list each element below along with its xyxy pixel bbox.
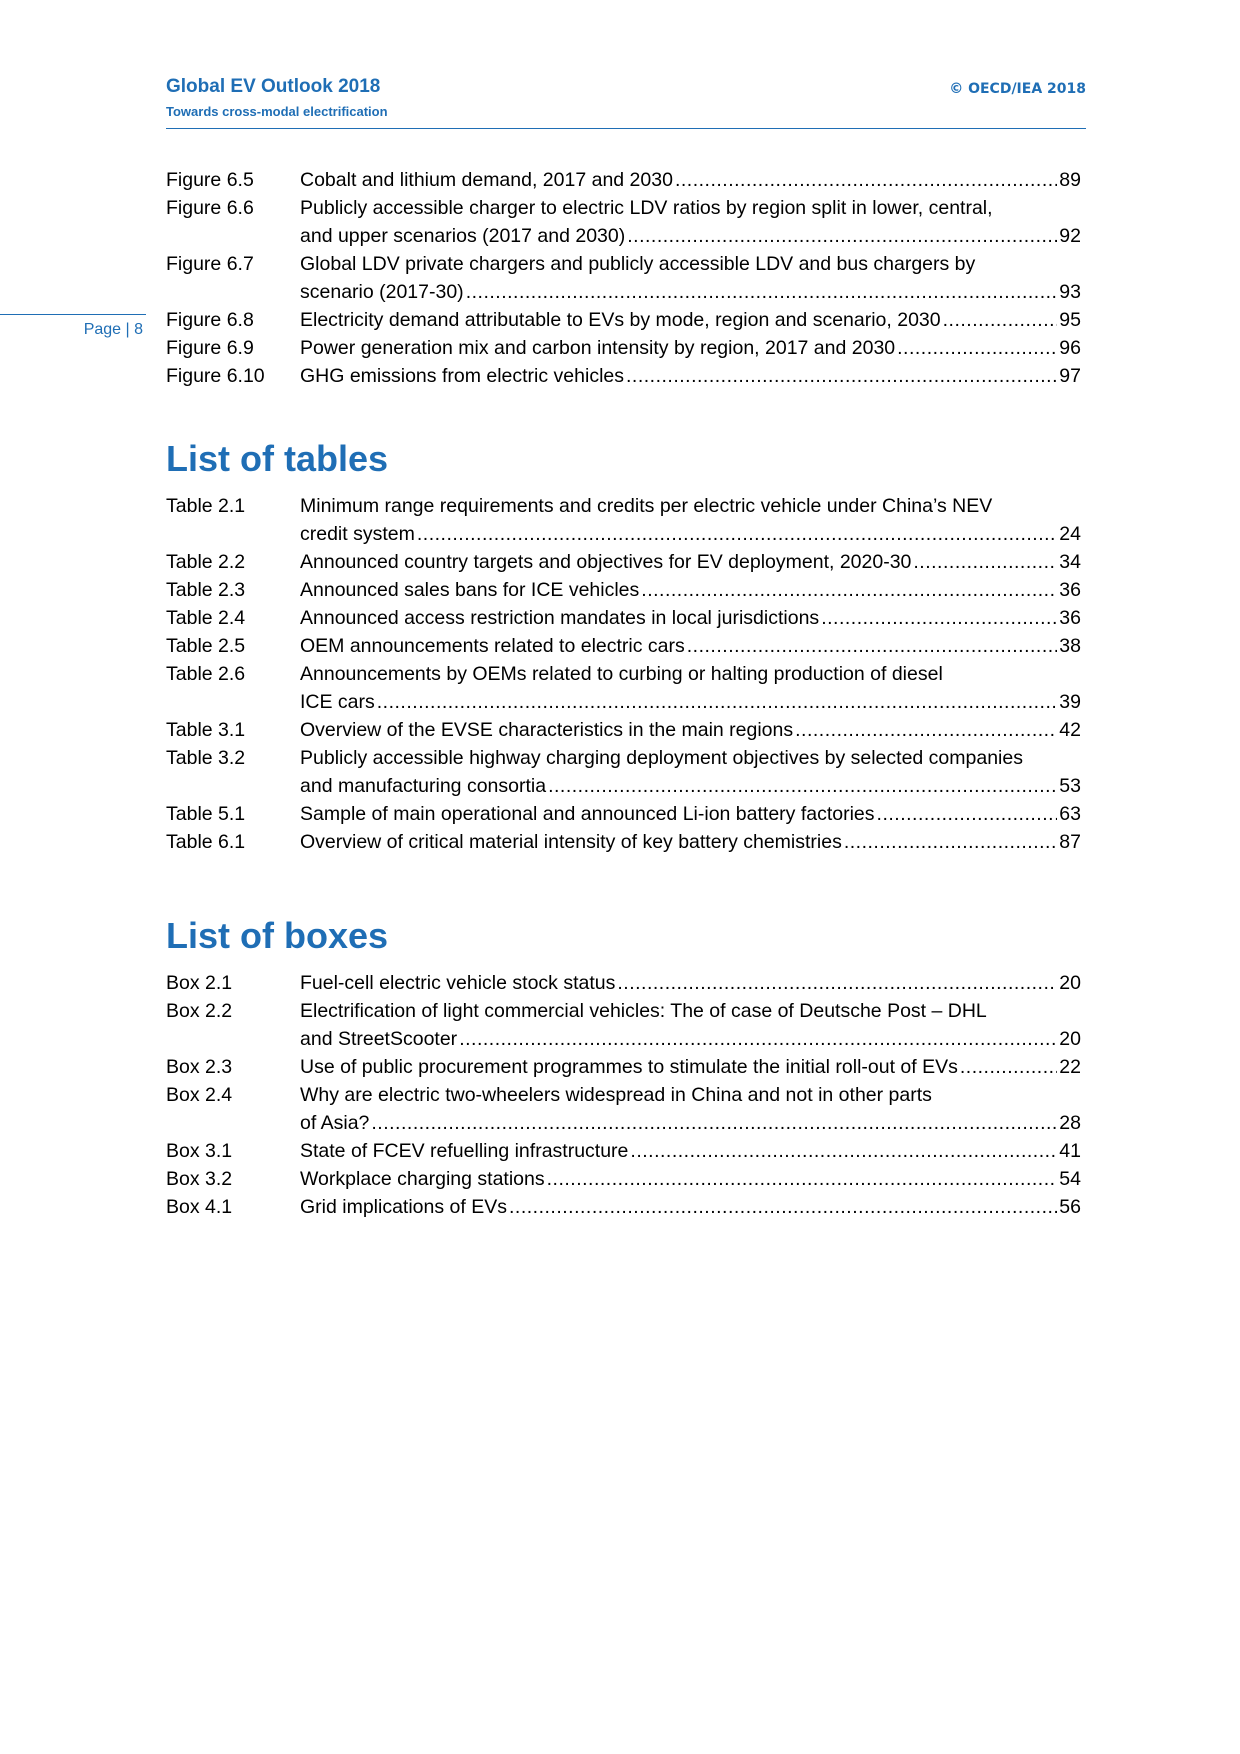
boxes-list-section [166, 914, 1081, 1221]
toc-entry-page-number: 20 [1059, 1028, 1081, 1050]
toc-entry-label: Table 2.2 [166, 551, 246, 573]
toc-entry-title-final-line [300, 716, 1081, 744]
figures-list [166, 166, 1081, 390]
toc-entry-body [300, 194, 1081, 250]
page-number-marker [0, 314, 146, 341]
toc-entry[interactable] [166, 828, 1081, 856]
toc-entry-title-final-line [300, 1193, 1081, 1221]
toc-entry-title: Sample of main operational and announced Li-ion battery factories [300, 803, 875, 825]
toc-entry-title-final-line [300, 1053, 1081, 1081]
toc-entry-title: Cobalt and lithium demand, 2017 and 2030 [300, 169, 673, 191]
toc-entry-title: of Asia? [300, 1112, 370, 1134]
toc-entry-page-number: 93 [1059, 281, 1081, 303]
dot-leader [627, 222, 1057, 250]
toc-entry-label: Figure 6.6 [166, 197, 254, 219]
toc-entry-title: scenario (2017-30) [300, 281, 464, 303]
toc-entry[interactable] [166, 306, 1081, 334]
toc-entry-title-final-line [300, 632, 1081, 660]
toc-entry-label: Box 3.1 [166, 1140, 233, 1162]
dot-leader [844, 828, 1057, 856]
toc-entry[interactable] [166, 604, 1081, 632]
toc-entry-title-final-line [300, 772, 1081, 800]
figures-list-section [166, 166, 1081, 390]
document-title: Global EV Outlook 2018 [166, 76, 381, 97]
dot-leader [377, 688, 1058, 716]
toc-entry-title-final-line [300, 1025, 1081, 1053]
toc-entry-title-final-line [300, 222, 1081, 250]
toc-entry-title-final-line [300, 334, 1081, 362]
toc-entry-title-line: Electrification of light commercial vehicles: The of case of Deutsche Post – DHL [300, 1000, 987, 1022]
toc-entry-title-final-line [300, 688, 1081, 716]
boxes-list [166, 969, 1081, 1221]
toc-entry-body [300, 604, 1081, 632]
toc-entry[interactable] [166, 166, 1081, 194]
toc-entry-page-number: 38 [1059, 635, 1081, 657]
toc-entry[interactable] [166, 1053, 1081, 1081]
toc-entry-body [300, 969, 1081, 997]
toc-entry-body [300, 997, 1081, 1053]
toc-entry-page-number: 28 [1059, 1112, 1081, 1134]
toc-entry-label: Box 2.4 [166, 1084, 233, 1106]
toc-entry[interactable] [166, 576, 1081, 604]
toc-entry-body [300, 1193, 1081, 1221]
toc-entry-label: Table 6.1 [166, 831, 246, 853]
document-subtitle: Towards cross-modal electrification [166, 104, 388, 119]
toc-entry-page-number: 34 [1059, 551, 1081, 573]
toc-entry[interactable] [166, 362, 1081, 390]
toc-entry-page-number: 95 [1059, 309, 1081, 331]
toc-entry-label: Table 3.2 [166, 747, 246, 769]
toc-entry-body [300, 716, 1081, 744]
toc-entry[interactable] [166, 194, 1081, 250]
toc-entry-title-final-line [300, 1137, 1081, 1165]
toc-entry-label: Box 3.2 [166, 1168, 233, 1190]
toc-entry-title-line: Publicly accessible charger to electric LDV ratios by region split in lower, central, [300, 197, 993, 219]
copyright-notice: © OECD/IEA 2018 [949, 81, 1086, 97]
toc-entry-label: Table 2.3 [166, 579, 246, 601]
dot-leader [459, 1025, 1057, 1053]
toc-entry[interactable] [166, 997, 1081, 1053]
dot-leader [509, 1193, 1057, 1221]
dot-leader [675, 166, 1057, 194]
toc-entry-body [300, 334, 1081, 362]
toc-entry-title: Use of public procurement programmes to stimulate the initial roll-out of EVs [300, 1056, 958, 1078]
toc-entry-page-number: 89 [1059, 169, 1081, 191]
toc-entry-title-final-line [300, 548, 1081, 576]
dot-leader [897, 334, 1057, 362]
dot-leader [877, 800, 1058, 828]
toc-entry-page-number: 97 [1059, 365, 1081, 387]
toc-entry-title-line: Minimum range requirements and credits per electric vehicle under China’s NEV [300, 495, 993, 517]
toc-entry[interactable] [166, 1137, 1081, 1165]
toc-entry-title-line: Announcements by OEMs related to curbing or halting production of diesel [300, 663, 943, 685]
toc-entry-title-final-line [300, 306, 1081, 334]
toc-entry-body [300, 362, 1081, 390]
toc-entry-body [300, 1053, 1081, 1081]
toc-entry-title-final-line [300, 166, 1081, 194]
toc-entry-page-number: 20 [1059, 972, 1081, 994]
toc-entry-page-number: 41 [1059, 1140, 1081, 1162]
dot-leader [795, 716, 1057, 744]
toc-entry-body [300, 828, 1081, 856]
dot-leader [466, 278, 1058, 306]
toc-entry-body [300, 660, 1081, 716]
toc-entry-title: credit system [300, 523, 415, 545]
toc-entry-title: Workplace charging stations [300, 1168, 545, 1190]
tables-list [166, 492, 1081, 856]
toc-entry[interactable] [166, 716, 1081, 744]
toc-entry-page-number: 54 [1059, 1168, 1081, 1190]
toc-entry-title: Announced access restriction mandates in local jurisdictions [300, 607, 820, 629]
dot-leader [641, 576, 1057, 604]
toc-entry-label: Figure 6.10 [166, 365, 265, 387]
toc-entry[interactable] [166, 744, 1081, 800]
toc-entry-page-number: 92 [1059, 225, 1081, 247]
dot-leader [626, 362, 1057, 390]
page-number: Page | 8 [83, 321, 143, 338]
toc-entry[interactable] [166, 548, 1081, 576]
toc-entry[interactable] [166, 632, 1081, 660]
toc-entry[interactable] [166, 660, 1081, 716]
toc-entry-title: and upper scenarios (2017 and 2030) [300, 225, 626, 247]
dot-leader [630, 1137, 1057, 1165]
tables-list-section [166, 437, 1081, 856]
toc-entry-title-line: Why are electric two-wheelers widespread in China and not in other parts [300, 1084, 932, 1106]
dot-leader [960, 1053, 1057, 1081]
toc-entry[interactable] [166, 492, 1081, 548]
toc-entry-title-final-line [300, 800, 1081, 828]
toc-entry-body [300, 306, 1081, 334]
toc-entry-body [300, 250, 1081, 306]
dot-leader [687, 632, 1058, 660]
toc-entry[interactable] [166, 1081, 1081, 1137]
toc-entry[interactable] [166, 250, 1081, 306]
toc-entry-title: Announced sales bans for ICE vehicles [300, 579, 640, 601]
toc-entry-body [300, 492, 1081, 548]
toc-entry-label: Box 2.1 [166, 972, 233, 994]
toc-entry-page-number: 22 [1059, 1056, 1081, 1078]
toc-entry-body [300, 576, 1081, 604]
toc-entry[interactable] [166, 1165, 1081, 1193]
toc-entry-title-final-line [300, 1165, 1081, 1193]
toc-entry-label: Box 2.3 [166, 1056, 233, 1078]
toc-entry-title-final-line [300, 362, 1081, 390]
toc-entry-page-number: 53 [1059, 775, 1081, 797]
page-header [166, 76, 1086, 129]
toc-entry-label: Figure 6.8 [166, 309, 254, 331]
toc-entry-title-final-line [300, 1109, 1081, 1137]
dot-leader [417, 520, 1057, 548]
toc-entry[interactable] [166, 800, 1081, 828]
toc-entry-page-number: 24 [1059, 523, 1081, 545]
toc-entry-label: Figure 6.9 [166, 337, 254, 359]
dot-leader [548, 772, 1057, 800]
toc-entry-label: Box 4.1 [166, 1196, 233, 1218]
toc-entry-page-number: 56 [1059, 1196, 1081, 1218]
toc-entry-body [300, 1165, 1081, 1193]
toc-entry-label: Table 3.1 [166, 719, 246, 741]
toc-entry[interactable] [166, 1193, 1081, 1221]
dot-leader [913, 548, 1057, 576]
toc-entry-title: GHG emissions from electric vehicles [300, 365, 624, 387]
toc-entry-page-number: 36 [1059, 579, 1081, 601]
dot-leader [943, 306, 1058, 334]
toc-entry-title: Fuel-cell electric vehicle stock status [300, 972, 616, 994]
toc-entry-label: Box 2.2 [166, 1000, 233, 1022]
toc-entry-title-final-line [300, 604, 1081, 632]
dot-leader [547, 1165, 1058, 1193]
toc-entry-page-number: 42 [1059, 719, 1081, 741]
toc-entry-page-number: 36 [1059, 607, 1081, 629]
toc-entry-title: State of FCEV refuelling infrastructure [300, 1140, 629, 1162]
toc-entry-body [300, 548, 1081, 576]
toc-entry-title: Power generation mix and carbon intensity by region, 2017 and 2030 [300, 337, 896, 359]
toc-entry-title-line: Publicly accessible highway charging deployment objectives by selected companies [300, 747, 1023, 769]
toc-entry-label: Figure 6.5 [166, 169, 254, 191]
toc-entry-title-final-line [300, 969, 1081, 997]
toc-entry-title: OEM announcements related to electric cars [300, 635, 685, 657]
toc-entry-label: Table 2.1 [166, 495, 246, 517]
toc-entry-title: and StreetScooter [300, 1028, 458, 1050]
toc-content [166, 166, 1081, 1221]
toc-entry-page-number: 87 [1059, 831, 1081, 853]
toc-entry-label: Table 2.6 [166, 663, 246, 685]
toc-entry-body [300, 800, 1081, 828]
tables-heading: List of tables [166, 438, 389, 479]
toc-entry-title: Grid implications of EVs [300, 1196, 507, 1218]
toc-entry-title: Overview of critical material intensity of key battery chemistries [300, 831, 842, 853]
toc-entry[interactable] [166, 969, 1081, 997]
toc-entry-title: Announced country targets and objectives for EV deployment, 2020-30 [300, 551, 912, 573]
toc-entry-page-number: 96 [1059, 337, 1081, 359]
toc-entry-title-line: Global LDV private chargers and publicly accessible LDV and bus chargers by [300, 253, 976, 275]
toc-entry-title: Electricity demand attributable to EVs by mode, region and scenario, 2030 [300, 309, 941, 331]
toc-entry-page-number: 63 [1059, 803, 1081, 825]
toc-entry-title: Overview of the EVSE characteristics in the main regions [300, 719, 794, 741]
toc-entry-body [300, 744, 1081, 800]
toc-entry-title: ICE cars [300, 691, 375, 713]
toc-entry-title-final-line [300, 576, 1081, 604]
dot-leader [617, 969, 1057, 997]
toc-entry-label: Table 5.1 [166, 803, 246, 825]
toc-entry[interactable] [166, 334, 1081, 362]
toc-entry-body [300, 1081, 1081, 1137]
boxes-heading: List of boxes [166, 915, 389, 956]
toc-entry-label: Table 2.4 [166, 607, 246, 629]
toc-entry-page-number: 39 [1059, 691, 1081, 713]
toc-entry-body [300, 166, 1081, 194]
toc-entry-title-final-line [300, 278, 1081, 306]
toc-entry-title-final-line [300, 520, 1081, 548]
dot-leader [371, 1109, 1057, 1137]
dot-leader [821, 604, 1057, 632]
toc-entry-title: and manufacturing consortia [300, 775, 547, 797]
toc-entry-label: Figure 6.7 [166, 253, 254, 275]
toc-entry-label: Table 2.5 [166, 635, 246, 657]
toc-entry-title-final-line [300, 828, 1081, 856]
toc-entry-body [300, 1137, 1081, 1165]
toc-entry-body [300, 632, 1081, 660]
